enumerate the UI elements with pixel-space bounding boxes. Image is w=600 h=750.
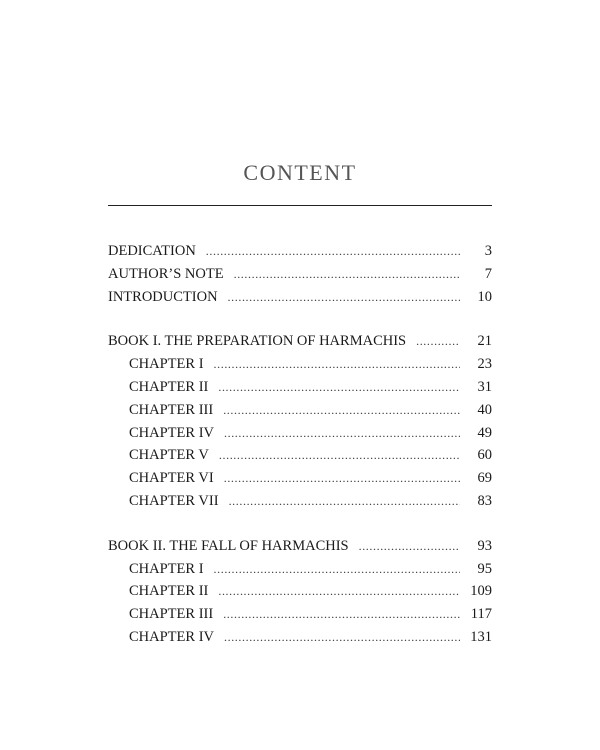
toc-chapter-entry[interactable] [108, 603, 492, 626]
dot-leader [359, 535, 460, 558]
toc-entry-label: CHAPTER III [129, 401, 214, 418]
toc-page-number: 40 [477, 401, 492, 418]
dot-leader [223, 399, 460, 422]
toc-entry-label: BOOK II. THE FALL OF HARMACHIS [108, 537, 349, 554]
toc-section-entry[interactable] [108, 330, 492, 353]
dot-leader [234, 263, 460, 286]
toc-page-number: 93 [477, 537, 492, 554]
toc-entry-label: CHAPTER I [129, 560, 204, 577]
dot-leader [229, 490, 460, 513]
dot-leader [218, 580, 460, 603]
toc-chapter-entry[interactable] [108, 376, 492, 399]
toc-chapter-entry[interactable] [108, 558, 492, 581]
toc-page-number: 10 [477, 288, 492, 305]
dot-leader [228, 286, 460, 309]
toc-section-entry[interactable] [108, 263, 492, 286]
dot-leader [214, 353, 460, 376]
toc-entry-label: CHAPTER I [129, 356, 204, 373]
toc-chapter-entry[interactable] [108, 353, 492, 376]
toc-page-number: 131 [470, 628, 492, 645]
dot-leader [416, 330, 460, 353]
toc-section-entry[interactable] [108, 286, 492, 309]
toc-entry-label: CHAPTER II [129, 583, 209, 600]
dot-leader [224, 467, 460, 490]
toc-entry-label: CHAPTER V [129, 447, 209, 464]
toc-entry-label: DEDICATION [108, 243, 196, 259]
toc-section-entry[interactable] [108, 535, 492, 558]
toc-entry-label: CHAPTER III [129, 606, 214, 623]
dot-leader [219, 444, 460, 467]
toc-page-number: 60 [477, 447, 492, 464]
toc-page-number: 109 [470, 583, 492, 600]
dot-leader [224, 422, 460, 445]
toc-chapter-entry[interactable] [108, 422, 492, 445]
dot-leader [218, 376, 460, 399]
toc-page-number: 83 [477, 492, 492, 509]
dot-leader [224, 626, 460, 649]
toc-entry-label: CHAPTER IV [129, 424, 214, 441]
toc-page-number: 3 [484, 243, 492, 259]
toc-page-number: 69 [477, 470, 492, 487]
toc-page-number: 49 [477, 424, 492, 441]
dot-leader [214, 558, 460, 581]
toc-page-number: 95 [477, 560, 492, 577]
toc-chapter-entry[interactable] [108, 467, 492, 490]
toc-entry-label: BOOK I. THE PREPARATION OF HARMACHIS [108, 333, 407, 350]
toc-entry-label: INTRODUCTION [108, 288, 218, 305]
toc-entry-label: CHAPTER VII [129, 492, 219, 509]
toc-page-number: 117 [470, 606, 492, 623]
table-of-contents [108, 240, 492, 649]
toc-chapter-entry[interactable] [108, 626, 492, 649]
dot-leader [223, 603, 460, 626]
toc-entry-label: AUTHOR’S NOTE [108, 265, 224, 282]
toc-entry-label: CHAPTER II [129, 378, 209, 395]
toc-page-number: 7 [484, 265, 492, 282]
dot-leader [206, 240, 460, 263]
title-divider [108, 205, 492, 206]
toc-page-number: 31 [477, 378, 492, 395]
toc-chapter-entry[interactable] [108, 580, 492, 603]
toc-page-number: 21 [477, 333, 492, 350]
toc-chapter-entry[interactable] [108, 490, 492, 513]
toc-entry-label: CHAPTER IV [129, 628, 214, 645]
toc-section-entry[interactable] [108, 240, 492, 263]
toc-page-number: 23 [477, 356, 492, 373]
page-title: CONTENT [243, 160, 357, 185]
toc-entry-label: CHAPTER VI [129, 470, 214, 487]
toc-chapter-entry[interactable] [108, 399, 492, 422]
toc-chapter-entry[interactable] [108, 444, 492, 467]
